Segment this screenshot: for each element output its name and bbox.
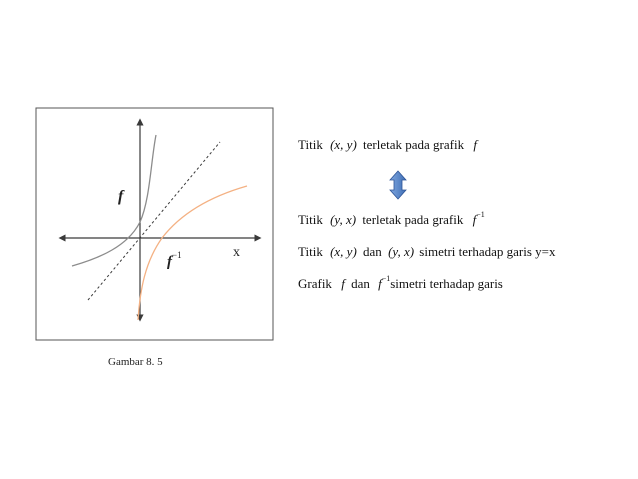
curve-f-inverse-label: $f^{-1}$	[167, 250, 182, 270]
statement-4: Grafik f dan $f^{-1}simetri$ terhadap garis	[298, 274, 503, 291]
figure-caption: Gambar 8. 5	[108, 356, 163, 368]
statement-2: Titik (y, x) terletak pada grafik $f^{-1}$	[298, 210, 485, 227]
statement-3: Titik (x, y) dan (y, x) simetri terhadap garis y=x	[298, 244, 556, 259]
x-axis-label: x	[233, 245, 240, 260]
equivalence-arrow-icon	[390, 171, 406, 199]
curve-f-inverse	[138, 186, 247, 320]
statement-1: Titik (x, y) terletak pada grafik f	[298, 137, 477, 152]
curve-f	[72, 135, 156, 266]
mirror-line-y-equals-x	[88, 142, 220, 300]
curve-f-label: f	[118, 188, 124, 205]
